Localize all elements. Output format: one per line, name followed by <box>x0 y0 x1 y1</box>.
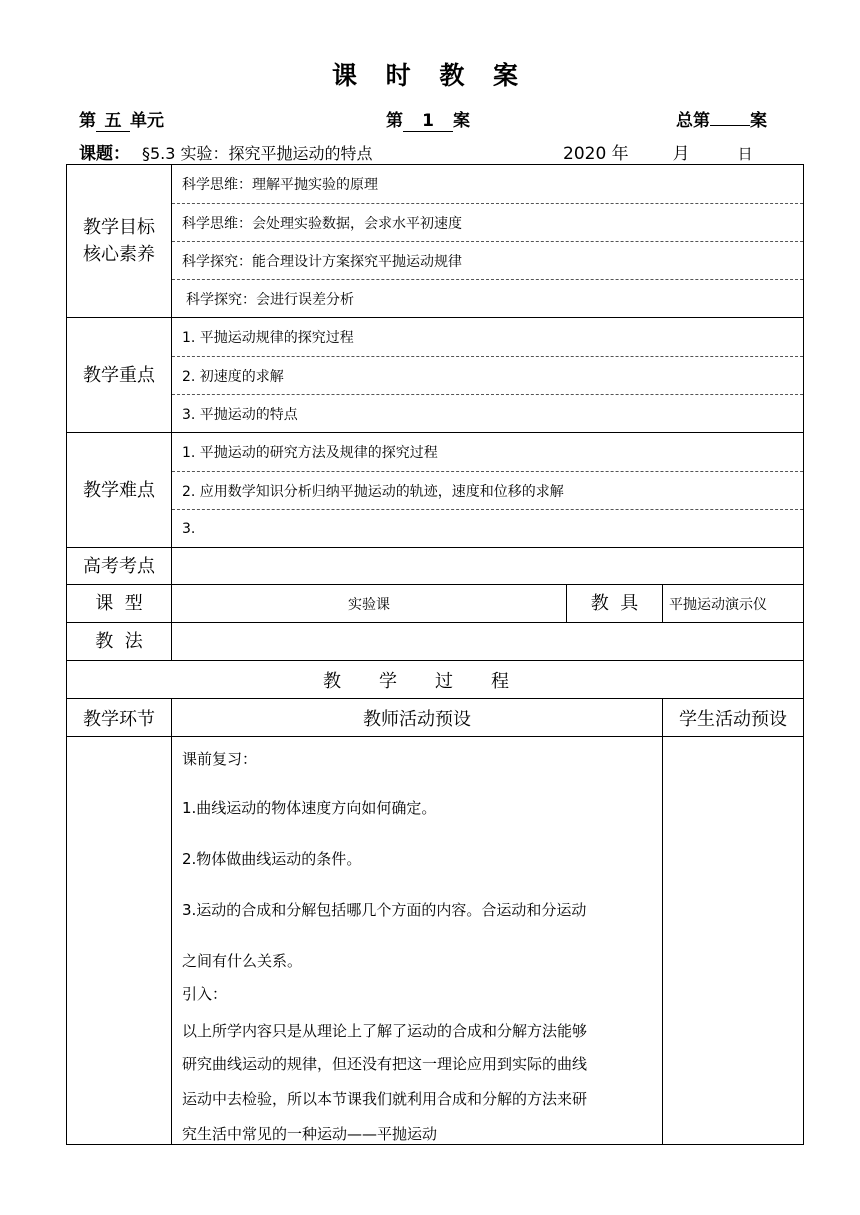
difficulty-item: 3. <box>172 509 803 547</box>
unit-prefix: 第 <box>79 111 96 131</box>
teaching-aid-label: 教 具 <box>567 585 663 623</box>
key-points-list <box>172 318 804 433</box>
course-type-label: 课 型 <box>67 585 172 623</box>
objective-item: 科学思维：理解平抛实验的原理 <box>182 177 378 193</box>
method-label: 教 法 <box>67 623 172 661</box>
unit-suffix: 单元 <box>130 111 164 131</box>
unit-value: 五 <box>96 106 130 132</box>
key-point-item: 3. 平抛运动的特点 <box>172 394 803 432</box>
course-type-value: 实验课 <box>172 585 567 623</box>
intro-heading: 引入： <box>182 985 228 1003</box>
student-activity-cell <box>663 737 804 1145</box>
date-day: 日 <box>737 145 753 163</box>
lesson-prefix: 第 <box>386 111 403 131</box>
difficulties-label: 教学难点 <box>67 433 172 548</box>
key-points-label: 教学重点 <box>67 318 172 433</box>
total-value <box>710 125 750 126</box>
total-suffix: 案 <box>750 111 767 131</box>
objective-item: 科学探究：能合理设计方案探究平抛运动规律 <box>172 241 803 279</box>
teacher-activity-cell <box>172 737 663 1145</box>
total-number-field <box>676 106 767 131</box>
process-content-row <box>67 737 804 1145</box>
review-question: 3.运动的合成和分解包括哪几个方面的内容。合运动和分运动 <box>182 901 587 919</box>
teacher-column-header: 教师活动预设 <box>172 699 663 737</box>
objectives-row <box>67 165 804 318</box>
stage-cell <box>67 737 172 1145</box>
difficulties-row <box>67 433 804 548</box>
date-month-blank <box>629 144 673 165</box>
method-value <box>172 623 804 661</box>
review-question: 1.曲线运动的物体速度方向如何确定。 <box>182 799 437 817</box>
objective-item: 科学思维：会处理实验数据，会求水平初速度 <box>172 203 803 241</box>
review-question: 2.物体做曲线运动的条件。 <box>182 850 362 868</box>
date-day-blank <box>690 144 738 165</box>
lesson-suffix: 案 <box>453 111 470 131</box>
lesson-plan-table <box>66 164 804 1145</box>
process-row <box>67 661 804 699</box>
student-column-header: 学生活动预设 <box>663 699 804 737</box>
objective-item: 科学探究：会进行误差分析 <box>172 279 803 317</box>
teaching-aid-value: 平抛运动演示仪 <box>663 585 804 623</box>
key-point-item: 1. 平抛运动规律的探究过程 <box>182 330 354 346</box>
date-month: 月 <box>672 144 690 164</box>
review-question-continued: 之间有什么关系。 <box>182 952 303 970</box>
method-row <box>67 623 804 661</box>
stage-column-header: 教学环节 <box>67 699 172 737</box>
process-heading: 教学过程 <box>67 661 804 699</box>
intro-text: 究生活中常见的一种运动——平抛运动 <box>182 1125 438 1143</box>
course-type-row <box>67 585 804 623</box>
review-heading: 课前复习： <box>182 750 258 768</box>
topic-value: §5.3 实验：探究平抛运动的特点 <box>130 141 391 165</box>
lesson-value: 1 <box>403 111 453 132</box>
intro-text: 运动中去检验，所以本节课我们就利用合成和分解的方法来研 <box>182 1090 588 1108</box>
topic-label: 课题： <box>79 144 130 164</box>
difficulties-list <box>172 433 804 548</box>
page-title: 课 时 教 案 <box>331 61 529 90</box>
unit-field <box>79 106 164 132</box>
exam-points-row <box>67 548 804 585</box>
difficulty-item: 2. 应用数学知识分析归纳平抛运动的轨迹，速度和位移的求解 <box>172 471 803 509</box>
lesson-number-field <box>386 106 470 132</box>
exam-points-label: 高考考点 <box>67 548 172 585</box>
objectives-label: 教学目标 核心素养 <box>67 165 172 318</box>
total-prefix: 总第 <box>676 111 710 131</box>
date-field <box>563 139 753 165</box>
intro-text: 研究曲线运动的规律，但还没有把这一理论应用到实际的曲线 <box>182 1055 588 1073</box>
key-points-row <box>67 318 804 433</box>
exam-points-value <box>172 548 804 585</box>
intro-text: 以上所学内容只是从理论上了解了运动的合成和分解方法能够 <box>182 1022 588 1040</box>
topic-field <box>79 139 391 165</box>
key-point-item: 2. 初速度的求解 <box>172 356 803 394</box>
date-year: 2020 年 <box>563 144 629 164</box>
column-header-row <box>67 699 804 737</box>
objectives-list <box>172 165 804 318</box>
difficulty-item: 1. 平抛运动的研究方法及规律的探究过程 <box>182 445 438 461</box>
